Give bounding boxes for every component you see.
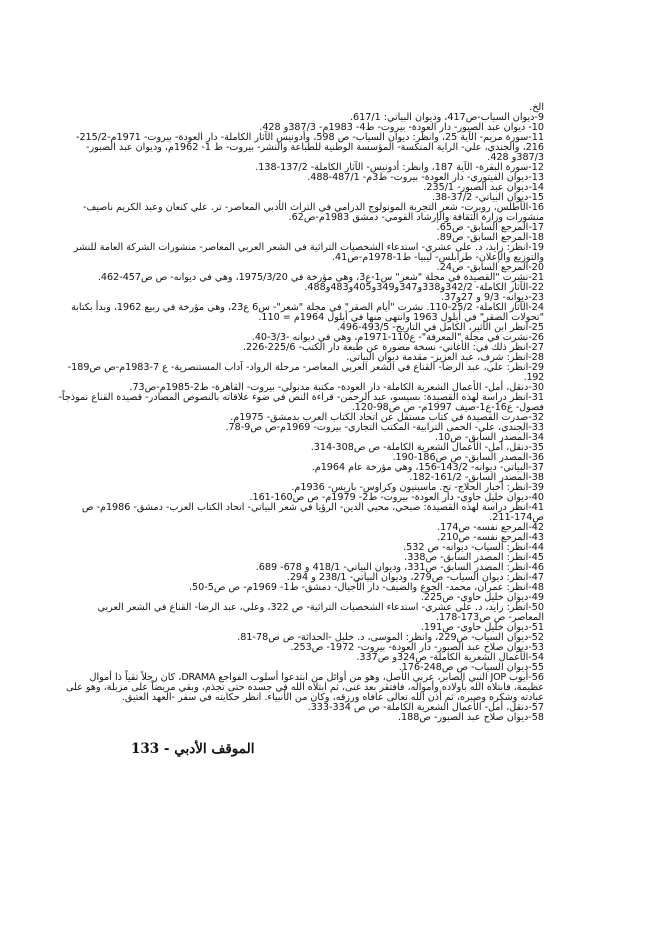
endnote-line: 58-ديوان صلاح عبد الصبور- ص188.: [397, 712, 544, 723]
journal-title: الموقف الأدبي: [174, 741, 255, 757]
endnote-line: 57-دنقل، أمل- الأعمال الشعرية الكاملة- ص ص 334-333.: [307, 702, 544, 713]
endnote-line: 52-ديوان السياب- ص229، وانظر: الموسى، د. خليل -الحداثة- ص ص78-81.: [237, 632, 544, 643]
endnote-line: 43-المرجع نفسه- ص210.: [437, 532, 544, 543]
endnote-line: 21-نشرت "القصيدة في مجلة "شعر" س1-ع3، وهي مؤرخة في 1975/3/20، وهي في ديوانه- ص ص457-462.: [97, 272, 544, 283]
endnote-line: 16-الأطلس، روبرت- شعر التجربة المونولوج الدرامي في التراث الأدبي المعاصر- تر. علي كنعان وعبد الكريم ناصيف-: [82, 202, 544, 213]
endnote-line: 23-ديوانه- 9/3 و 27و37.: [441, 292, 544, 303]
endnote-line: 20-المرجع السابق- ص24.: [436, 262, 544, 273]
endnote-line: الخ.: [529, 102, 544, 113]
endnote-line: 37-البياتي- ديوانه- 143/2-156، وهي مؤرخة عام 1964م.: [311, 462, 544, 473]
endnote-line: عظيمة، فابتلاه الله بأولاده وأمواله، فافتقر بعد غنى، ثم ابتلاه الله في جسده حتى تجذم، وبقي مريضاً على مزبلة، وهو على: [66, 682, 544, 693]
endnote-line: 46-انظر: المصدر السابق- ص331، وديوان البياتي- 418/1 و 678- 689.: [255, 562, 544, 573]
endnote-line: 192.: [523, 372, 544, 383]
endnote-line: 26-نشرت في مجلة "المعرفة"- ع110-1971م، وهي في ديوانه -3/3-40.: [251, 332, 544, 343]
endnote-line: 9-ديوان السياب-ص417، وديوان البياتي: 617/1.: [349, 112, 544, 123]
endnote-line: 34-المصدر السابق- ص10.: [435, 432, 544, 443]
endnote-line: 40-ديوان خليل حاوي- دار العودة- بيروت- ط2- 1979م- ص ص160-161.: [249, 492, 544, 503]
endnote-line: 30-دنقل، أمل- الأعمال الشعرية الكاملة- دار العودة- مكتبة مدبولي- بيروت- القاهرة- ط2-1985م-ص73.: [129, 382, 544, 393]
endnote-line: 18-المرجع السابق- ص89.: [436, 232, 544, 243]
endnote-line: 41-انظر دراسة لهذه القصيدة: صبحي، محيي الدين- الرؤيا في شعر البياتي- اتحاد الكتاب العرب- دمشق- 1986م- ص: [81, 502, 544, 513]
endnote-line: 48-انظر: عمران، محمد- الجوع والضيف- دار الأجيال- دمشق- ط1- 1969م- ص ص5-50.: [188, 582, 544, 593]
endnote-line: 35-دنقل، أمل- الأعمال الشعرية الكاملة- ص ص308-314.: [310, 442, 544, 453]
endnote-line: 47-انظر: ديوان السياب- ص279، وديوان البياتي- 238/1 و 294.: [286, 572, 544, 583]
endnote-line: ص174-211.: [489, 512, 544, 523]
endnote-line: 32-صدرت القصيدة في كتاب مستقل عن اتحاد الكتاب العرب بدمشق- 1975م.: [230, 412, 544, 423]
endnote-line: 38-المصدر السابق- 161/2-182.: [409, 472, 544, 483]
endnotes-list: [58, 102, 544, 723]
endnote-line: فصول- ع16-ع1-صيف 1997م- ص ص98-120.: [351, 402, 544, 413]
endnote-line: 387/3و 428.: [487, 152, 544, 163]
endnote-line: 50-انظر: زايد، د. علي عشري- استدعاء الشخصيات التراثية- ص 322، وعلي، عبد الرضا- القناع في الشعر العربي: [97, 602, 544, 613]
endnote-line: 24-الآثار الكاملة- 25/2-110. نشرت "أيام الصقر" في مجلة "شعر"- س6 ع23، وهي مؤرخة في ربيع 1962، وبدأ بكتابة: [71, 302, 544, 313]
endnote-line: والتوزيع والإعلان- طرابلس- ليبيا- ط1-1978م-ص41.: [331, 252, 544, 263]
endnote-line: 42-المرجع نفسه- ص174.: [437, 522, 544, 533]
endnote-line: 56-أيوب JOP النبي الصابر، عربي الأصل، وهو من أوائل من ابتدعوا أسلوب الفواجع DRAMA، كان رجلاً تقياً ذا أموال: [89, 672, 544, 683]
endnote-line: 25-انظر ابن الأثير، الكامل في التاريخ- 493/5-496.: [336, 322, 544, 333]
endnote-line: 19-انظر: زايد، د. علي عشري- استدعاء الشخصيات التراثية في الشعر العربي المعاصر- منشورات الشركة العامة للنشر: [73, 242, 544, 253]
endnote-line: 54-الأعمال الشعرية الكاملة- ص324و ص337.: [356, 652, 544, 663]
endnote-line: 216، والجندي، علي- الراية المنكسة- المؤسسة الوطنية للطباعة والنشر- بيروت- ط 1- 1962م، وديوان عبد الصبور-: [86, 142, 544, 153]
endnote-line: 44-انظر: السياب- ديوانه- ص 532.: [403, 542, 544, 553]
endnote-line: 22-الآثار الكاملة- 342/2و338و347و349و405و483و488.: [304, 282, 544, 293]
endnote-line: عبادته وشكره وصبره، ثم أذن الله تعالى عافاه ورزقه، وكان من الأنبياء. انظر حكايته في سفر -العهد العتيق.: [121, 692, 544, 703]
endnote-line: 11-سورة مريم- الآية 25، وانظر: ديوان السياب- ص 598، وأدونيس الآثار الكاملة- دار العودة- بيروت- 1971م-215/2-: [75, 132, 544, 143]
page-number: 133: [131, 741, 160, 757]
endnote-line: 39-انظر: أخبار الحلاج- تح. ماسينيون وكراوس- باريس- 1936م.: [291, 482, 544, 493]
page-footer: [131, 741, 254, 757]
endnote-line: 49-ديوان خليل حاوي- ص225.: [420, 592, 544, 603]
endnote-line: 12-سورة البقرة- الآية 187، وانظر: أدونيس- الآثار الكاملة- 137/2-138.: [255, 162, 544, 173]
endnote-line: 33-الجندي، علي- الحمى الترابية- المكتب التجاري- بيروت- 1969م-ص ص9-78.: [225, 422, 544, 433]
endnote-line: 45-انظر: المصدر السابق- ص338.: [404, 552, 544, 563]
endnote-line: 55-ديوان السياب- ص ص248-176.: [398, 662, 544, 673]
endnote-line: 31-انظر دراسة لهذه القصيدة: بسيسو، عبد الرحمن- قراءة النص في ضوء علاقاته بالنصوص المصادر- قصيدة القناع نموذجاً-: [58, 392, 544, 403]
endnote-line: منشورات وزارة الثقافة والإرشاد القومي- دمشق 1983م-ص62.: [288, 212, 544, 223]
endnote-line: 36-المصدر السابق- ص ص186-190.: [392, 452, 544, 463]
endnote-line: 13-ديوان الفيتوري- دار العودة- بيروت- ط3م- 487/1-488.: [307, 172, 544, 183]
endnote-line: 28-انظر: شرف، عبد العزيز- مقدمة ديوان البياتي.: [346, 352, 544, 363]
endnote-line: 53-ديوان صلاح عبد الصبور- دار العودة- بيروت- 1972- ص253.: [290, 642, 544, 653]
endnote-line: 29-انظر: علي، عبد الرضا- القناع في الشعر العربي المعاصر- مرحلة الرواد- آداب المستنصرية- ع 7-1983م-ص ص189-: [67, 362, 544, 373]
endnote-line: 10- ديوان عبد الصبور- دار العودة- بيروت- ط4- 1983م- 387/3و 428.: [259, 122, 544, 133]
endnote-line: "تحولات الصقر" في أيلول 1963 وانتهى منها في أيلول 1964م = 110.: [258, 312, 544, 323]
endnote-line: 14-ديوان عبد الصبور- 235/1.: [423, 182, 544, 193]
endnote-line: 27-انظر ذلك في: الأغاني- نسخة مصورة عن طبعة دار الكتب- 225/6-226.: [242, 342, 544, 353]
endnote-line: 51-ديوان خليل حاوي- ص191.: [420, 622, 544, 633]
endnote-line: المعاصر- ص ص173-178.: [435, 612, 544, 623]
endnote-line: 15-ديوان البياتي- 37/2-38.: [431, 192, 544, 203]
footer-separator: -: [159, 741, 175, 757]
endnote-line: 17-المرجع السابق- ص65.: [436, 222, 544, 233]
